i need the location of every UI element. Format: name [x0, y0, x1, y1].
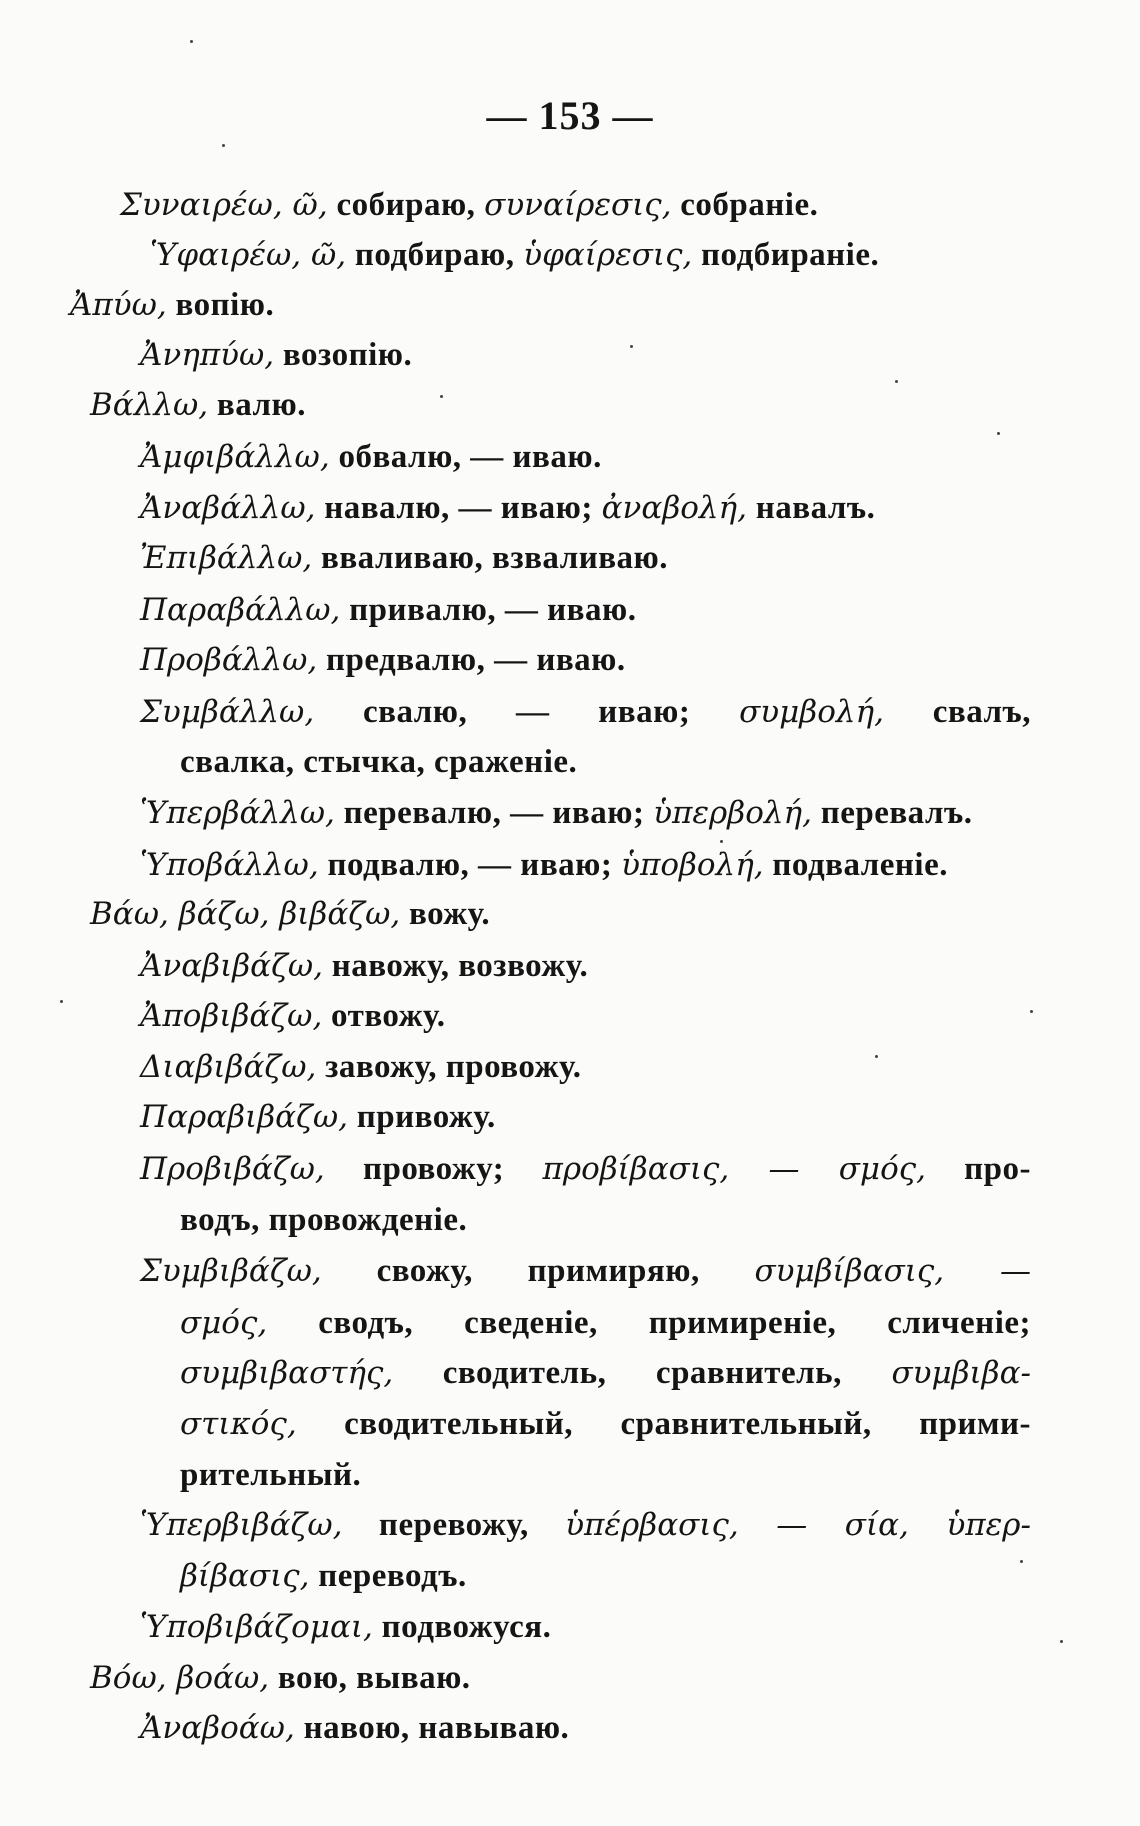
greek-term: Συναιρέω, ῶ, — [120, 187, 328, 223]
russian-gloss: привожу. — [348, 1099, 496, 1135]
russian-gloss: обвалю, — иваю. — [329, 439, 602, 475]
print-speck — [60, 1000, 63, 1003]
russian-gloss: подваленіе. — [763, 847, 948, 883]
entry-line — [140, 437, 602, 477]
entry-line — [140, 538, 668, 578]
greek-term: Βόω, βοάω, — [90, 1660, 270, 1696]
russian-gloss: рительный. — [180, 1457, 362, 1493]
russian-gloss: валю. — [208, 387, 306, 423]
greek-term: βίβασις, — [180, 1558, 310, 1594]
entry-line — [120, 185, 818, 225]
greek-term: συμβιβαστής, — [180, 1355, 394, 1391]
entry-line — [140, 488, 875, 528]
entry-line — [70, 285, 274, 325]
russian-gloss: отвожу. — [322, 998, 446, 1034]
greek-term: συμβολή, — [739, 694, 884, 730]
entry-line — [140, 590, 636, 630]
greek-term: προβίβασις, — σμός, — [542, 1151, 926, 1187]
greek-term: Παραβιβάζω, — [140, 1099, 348, 1135]
russian-gloss: подвожуся. — [372, 1609, 552, 1645]
print-speck — [895, 380, 898, 383]
russian-gloss: свалъ, — [883, 694, 1031, 730]
russian-gloss: подбираніе. — [692, 237, 880, 273]
greek-term: Παραβάλλω, — [140, 592, 341, 628]
greek-term: Ἐπιβάλλω, — [140, 540, 313, 576]
print-speck — [222, 144, 225, 147]
russian-gloss: привалю, — иваю. — [340, 592, 637, 628]
entry-line — [140, 793, 972, 833]
greek-term: Βάω, βάζω, βιβάζω, — [90, 896, 401, 932]
russian-gloss: вою, вываю. — [269, 1660, 471, 1696]
russian-gloss: собраніе. — [671, 187, 819, 223]
greek-term: συμβίβασις, — — [754, 1253, 1031, 1289]
print-speck — [875, 1055, 878, 1058]
entry-line — [180, 1455, 361, 1495]
russian-gloss: завожу, провожу. — [316, 1049, 582, 1085]
greek-term: Συμβιβάζω, — [140, 1253, 322, 1289]
entry-line — [140, 335, 412, 375]
entry-line — [140, 1607, 551, 1647]
entry-line — [180, 742, 577, 782]
entry-line — [90, 1658, 471, 1698]
greek-term: Ἀναβιβάζω, — [140, 948, 324, 984]
greek-term: ἀναβολή, — [601, 490, 747, 526]
greek-term: Ἀπύω, — [70, 287, 167, 323]
print-speck — [1030, 1010, 1033, 1013]
greek-term: Ἀναβοάω, — [140, 1710, 295, 1746]
entry-line — [140, 1505, 1031, 1545]
russian-gloss: водъ, провожденіе. — [180, 1202, 468, 1238]
russian-gloss: сводительный, сравнительный, прими- — [296, 1406, 1031, 1442]
greek-term: Ἀνηπύω, — [140, 337, 275, 373]
russian-gloss: навою, навываю. — [294, 1710, 570, 1746]
greek-term: ὑπερβολή, — [653, 795, 812, 831]
entry-line — [150, 235, 879, 275]
greek-term: Βάλλω, — [90, 387, 209, 423]
russian-gloss: свалю, — иваю; — [314, 694, 740, 730]
greek-term: Ἀμφιβάλλω, — [140, 439, 330, 475]
russian-gloss: вопію. — [166, 287, 275, 323]
russian-gloss: подвалю, — иваю; — [318, 847, 622, 883]
greek-term: Ὑπερβιβάζω, — [140, 1507, 343, 1543]
entry-line — [140, 1097, 496, 1137]
greek-term: συναίρεσις, — [484, 187, 672, 223]
entry-line — [140, 1047, 581, 1087]
russian-gloss: свожу, примиряю, — [321, 1253, 755, 1289]
entry-line — [90, 894, 490, 934]
russian-gloss: навалю, — иваю; — [315, 490, 602, 526]
page-number: — 153 — — [486, 93, 654, 138]
greek-term: σμός, — [180, 1305, 268, 1341]
greek-term: Προβιβάζω, — [140, 1151, 325, 1187]
greek-term: Ὑποβάλλω, — [140, 847, 319, 883]
russian-gloss: переводъ. — [309, 1558, 467, 1594]
russian-gloss: свалка, стычка, сраженіе. — [180, 744, 578, 780]
greek-term: συμβιβα- — [891, 1355, 1031, 1391]
greek-term: Ὑποβιβάζομαι, — [140, 1609, 373, 1645]
entry-line — [140, 692, 1031, 732]
entry-line — [140, 1251, 1031, 1291]
russian-gloss: перевожу, — [342, 1507, 566, 1543]
greek-term: Ἀναβάλλω, — [140, 490, 316, 526]
print-speck — [1020, 1560, 1023, 1563]
russian-gloss: сводъ, сведеніе, примиреніе, сличеніе; — [267, 1305, 1031, 1341]
entry-line — [140, 640, 626, 680]
entry-line — [180, 1556, 467, 1596]
greek-term: ὑφαίρεσις, — [523, 237, 693, 273]
greek-term: Ἀποβιβάζω, — [140, 998, 323, 1034]
print-speck — [440, 395, 443, 398]
entry-line — [180, 1303, 1031, 1343]
greek-term: Προβάλλω, — [140, 642, 318, 678]
greek-term: Συμβάλλω, — [140, 694, 315, 730]
russian-gloss: собираю, — [327, 187, 485, 223]
print-speck — [997, 432, 1000, 435]
russian-gloss: про- — [925, 1151, 1032, 1187]
entry-line — [180, 1353, 1031, 1393]
russian-gloss: навалъ. — [746, 490, 876, 526]
greek-term: ὑποβολή, — [621, 847, 764, 883]
entry-line — [90, 385, 306, 425]
russian-gloss: провожу; — [324, 1151, 543, 1187]
greek-term: Διαβιβάζω, — [140, 1049, 317, 1085]
entry-line — [140, 946, 588, 986]
entry-line — [180, 1200, 467, 1240]
russian-gloss: навожу, возвожу. — [323, 948, 589, 984]
russian-gloss: перевалю, — иваю; — [334, 795, 654, 831]
print-speck — [1060, 1640, 1063, 1643]
russian-gloss: возопію. — [274, 337, 413, 373]
greek-term: ὑπέρβασις, — σία, ὑπερ- — [565, 1507, 1032, 1543]
russian-gloss: вваливаю, взваливаю. — [312, 540, 669, 576]
entry-line — [140, 1149, 1031, 1189]
print-speck — [720, 840, 723, 843]
print-speck — [630, 345, 633, 348]
russian-gloss: сводитель, сравнитель, — [393, 1355, 892, 1391]
entry-line — [140, 1708, 569, 1748]
russian-gloss: перевалъ. — [811, 795, 973, 831]
greek-term: στικός, — [180, 1406, 297, 1442]
entry-line — [140, 996, 445, 1036]
print-speck — [190, 40, 193, 43]
greek-term: Ὑπερβάλλω, — [140, 795, 335, 831]
russian-gloss: вожу. — [400, 896, 491, 932]
entry-line — [180, 1404, 1031, 1444]
russian-gloss: предвалю, — иваю. — [317, 642, 626, 678]
russian-gloss: подбираю, — [346, 237, 524, 273]
entry-line — [140, 845, 948, 885]
greek-term: Ὑφαιρέω, ῶ, — [150, 237, 347, 273]
